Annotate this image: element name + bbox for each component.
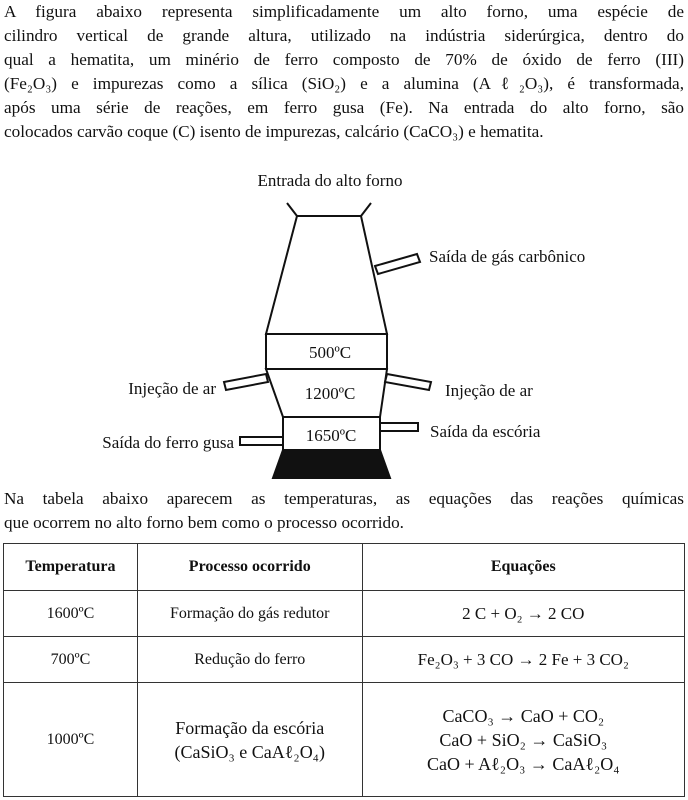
cell-equation: 2 C + O₂ → 2 CO [362,591,684,637]
entry-flare-left [287,203,297,216]
cell-process [137,683,362,797]
co2-outlet-label: Saída de gás carbônico [429,247,586,266]
intro-line-4: (Fe₂O₃) e impurezas como a sílica (SiO₂) e a alumina (Aℓ₂O₃), é transformada, [4,74,684,93]
entry-flare-right [361,203,371,216]
table-row [4,637,685,683]
lead-line-2: que ocorrem no alto forno bem como o processo ocorrido. [4,513,404,532]
slag-outlet-pipe [380,423,418,431]
reactions-table [3,543,685,797]
intro-line-3: qual a hematita, um minério de ferro composto de 70% de óxido de ferro (III) [4,50,684,69]
equation-line-1: CaCO₃ → CaO + CO₂ [442,705,605,726]
air-injection-left-label: Injeção de ar [128,379,216,398]
cell-equation: Fe₂O₃ + 3 CO → 2 Fe + 3 CO₂ [362,637,684,683]
zone-1650-label: 1650ºC [305,426,357,445]
lead-line-1: Na tabela abaixo aparecem as temperaturas, as equações das reações químicas [4,489,684,508]
zone-500-label: 500ºC [308,343,352,362]
cell-temperature: 1000ºC [4,683,138,797]
intro-line-1: A figura abaixo representa simplificadamente um alto forno, uma espécie de [4,2,684,21]
equation-line-3: CaO + Aℓ₂O₃ → CaAℓ₂O₄ [427,753,620,774]
air-injection-right-label: Injeção de ar [445,381,533,400]
entry-label: Entrada do alto forno [257,171,403,190]
table-header-row [4,544,685,591]
iron-outlet-pipe [240,437,283,445]
header-equations: Equações [362,544,684,591]
co2-outlet-pipe [375,254,420,274]
table-lead-paragraph [4,487,684,535]
intro-line-2: cilindro vertical de grande altura, utilizado na indústria siderúrgica, dentro do [4,26,684,45]
cell-process: Formação do gás redutor [137,591,362,637]
zone-1200-label: 1200ºC [304,384,356,403]
cell-temperature: 700ºC [4,637,138,683]
iron-outlet-label: Saída do ferro gusa [102,433,234,452]
furnace-shaft [266,216,387,334]
table-row [4,683,685,797]
process-line-2: (CaSiO₃ e CaAℓ₂O₄) [174,741,325,762]
cell-equations [362,683,684,797]
header-process: Processo ocorrido [137,544,362,591]
air-injection-left-pipe [224,374,268,390]
process-line-1: Formação da escória [175,717,325,738]
cell-process: Redução do ferro [137,637,362,683]
air-injection-right-pipe [385,374,431,390]
table-row [4,591,685,637]
furnace-base [273,450,390,478]
intro-line-5: após uma série de reações, em ferro gusa (Fe). Na entrada do alto forno, são [4,98,684,117]
header-temperature: Temperatura [4,544,138,591]
equation-line-2: CaO + SiO₂ → CaSiO₃ [439,729,608,750]
slag-outlet-label: Saída da escória [430,422,541,441]
intro-line-6: colocados carvão coque (C) isento de impurezas, calcário (CaCO₃) e hematita. [4,122,544,141]
cell-temperature: 1600ºC [4,591,138,637]
